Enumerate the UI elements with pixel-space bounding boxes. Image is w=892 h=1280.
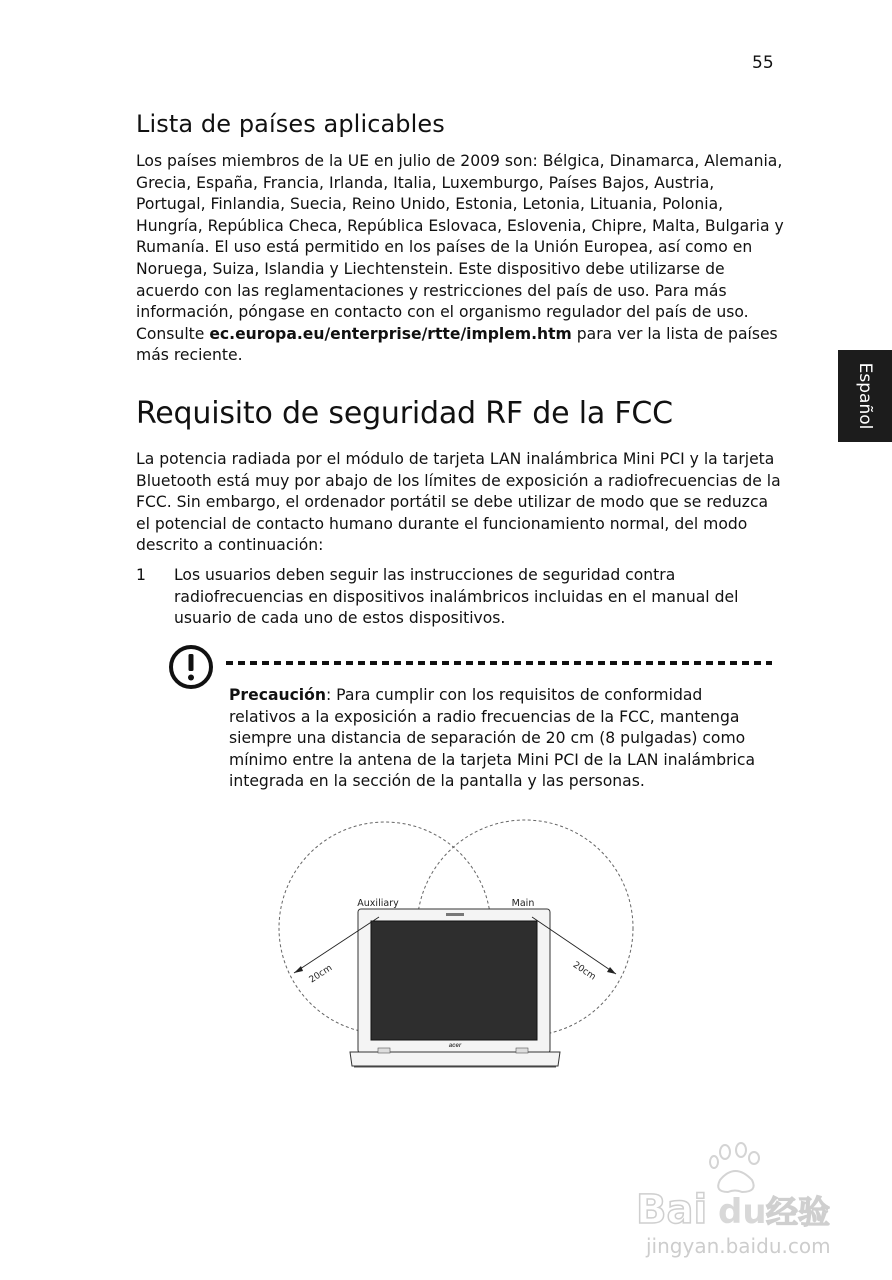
section-heading-countries: Lista de países aplicables (136, 110, 445, 138)
language-tab (838, 350, 892, 442)
caution-icon (168, 644, 214, 690)
watermark-chinese: 经验 (766, 1193, 831, 1231)
rtte-link[interactable]: ec.europa.eu/enterprise/rtte/implem.htm (209, 324, 572, 343)
antenna-distance-diagram (270, 808, 640, 1078)
laptop-base (350, 1052, 560, 1066)
caution-note (229, 685, 769, 793)
language-tab-label: Español (855, 362, 875, 430)
left-distance-label: 20cm (307, 963, 335, 986)
fcc-intro-paragraph: La potencia radiada por el módulo de tarjeta LAN inalámbrica Mini PCI y la tarjeta Bluetooth está muy por abajo de los límites de exposición a radiofrecuencias de la FCC. Sin embargo, el ordenador portátil se debe utilizar de modo que se reduzca el potencial de contacto humano durante el funcionamiento normal, del modo descrito a continuación: (136, 450, 781, 555)
main-label: Main (511, 898, 535, 909)
watermark-du: du (718, 1192, 767, 1232)
list-item-number: 1 (136, 566, 146, 584)
auxiliary-label: Auxiliary (357, 898, 399, 909)
section-heading-fcc: Requisito de seguridad RF de la FCC (136, 396, 673, 431)
caution-body: : Para cumplir con los requisitos de conformidad relativos a la exposición a radio frecuencias de la FCC, mantenga siempre una distancia de separación de 20 cm (8 pulgadas) como mínimo entre la antena de la tarjeta Mini PCI de la LAN inalámbrica integrada en la sección de la pantalla y las personas. (229, 686, 756, 791)
baidu-watermark (630, 1140, 860, 1270)
countries-text: Los países miembros de la UE en julio de 2009 son: Bélgica, Dinamarca, Alemania, Grecia, España, Francia, Irlanda, Italia, Luxemburgo, Países Bajos, Austria, Portugal, Finlandia, Suecia, Reino Unido, Estonia, Letonia, Lituania, Polonia, Hungría, República Checa, República Eslovaca, Eslovenia, Chipre, Malta, Bulgaria y Rumanía. El uso está permitido en los países de la Unión Europea, así como en Noruega, Suiza, Islandia y Liechtenstein. Este dispositivo debe utilizarse de acuerdo con las reglamentaciones y restricciones del país de uso. Para más información, póngase en contacto con el organismo regulador del país de uso. Consulte (136, 152, 784, 343)
laptop-screen (371, 921, 537, 1040)
countries-text-end: para ver la lista de países más reciente. (136, 324, 778, 365)
page-number: 55 (752, 53, 774, 73)
caution-label: Precaución (229, 686, 326, 704)
list-item-text: Los usuarios deben seguir las instrucciones de seguridad contra radiofrecuencias en dispositivos inalámbricos incluidas en el manual del usuario de cada uno de estos dispositivos. (174, 566, 739, 628)
watermark-brand: Bai (636, 1187, 708, 1233)
right-distance-label: 20cm (570, 960, 598, 983)
watermark-url: jingyan.baidu.com (646, 1234, 831, 1258)
countries-paragraph (136, 151, 786, 367)
caution-divider (224, 661, 772, 665)
laptop-brand: acer (448, 1043, 462, 1049)
